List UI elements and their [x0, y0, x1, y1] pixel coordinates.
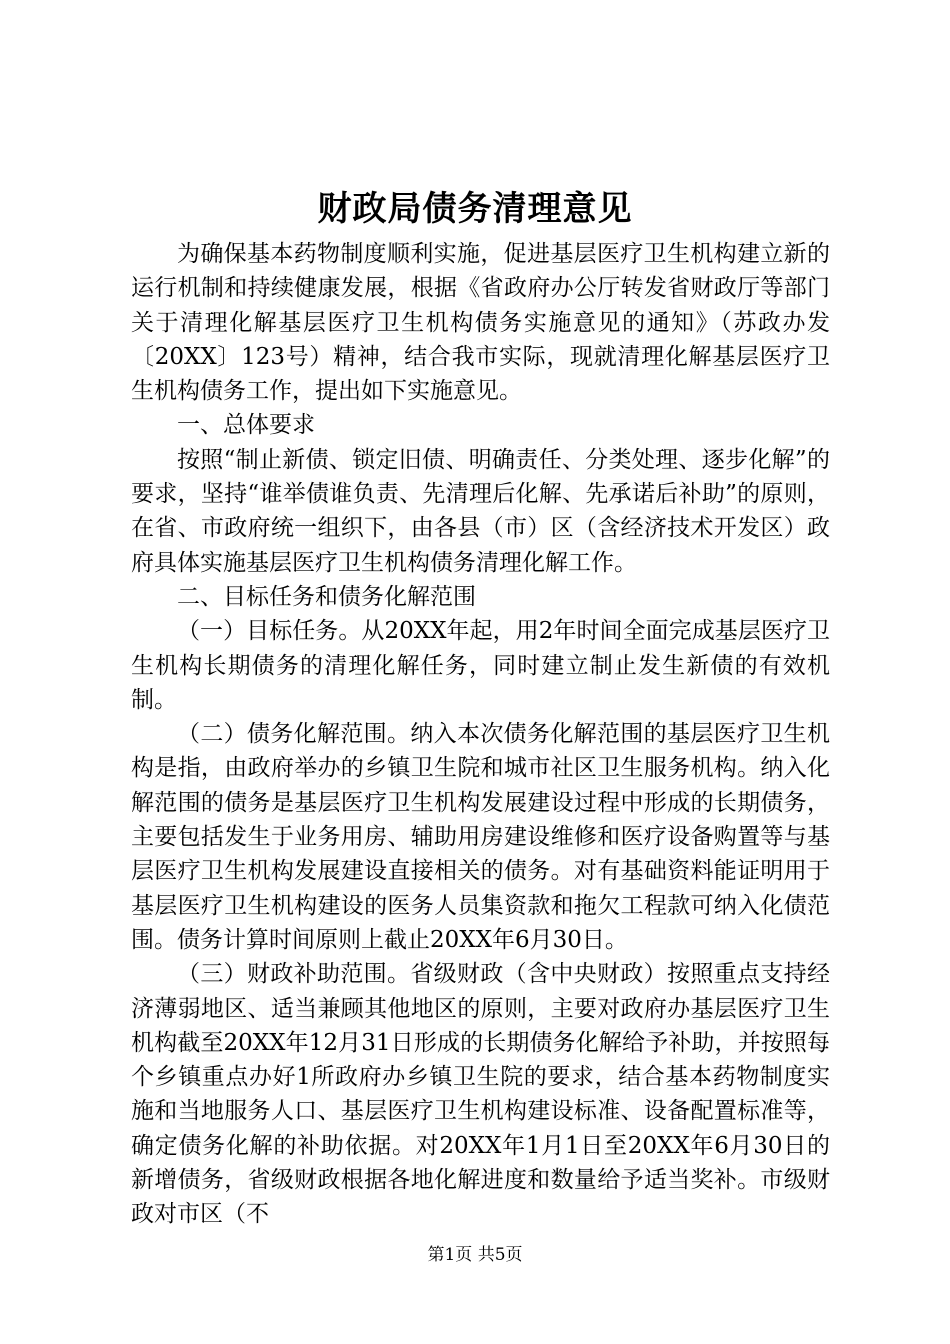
general-requirements-paragraph: 按照“制止新债、锁定旧债、明确责任、分类处理、逐步化解”的要求，坚持“谁举债谁负责、先清理后化解、先承诺后补助”的原则，在省、市政府统一组织下，由各县（市）区（含经济技术开发区）政府具体实施基层医疗卫生机构债务清理化解工作。: [131, 446, 830, 576]
section-heading-general: 一、总体要求: [177, 412, 315, 439]
section-heading-targets: 二、目标任务和债务化解范围: [177, 583, 476, 610]
document-title: 财政局债务清理意见: [317, 189, 633, 229]
intro-paragraph: 为确保基本药物制度顺利实施，促进基层医疗卫生机构建立新的运行机制和持续健康发展，根据《省政府办公厅转发省财政厅等部门关于清理化解基层医疗卫生机构债务实施意见的通知》（苏政办发〔20XX〕123号）精神，结合我市实际，现就清理化解基层医疗卫生机构债务工作，提出如下实施意见。: [131, 241, 830, 405]
document-body: [131, 237, 830, 1232]
targets-paragraph: （一）目标任务。从20XX年起，用2年时间全面完成基层医疗卫生机构长期债务的清理化解任务，同时建立制止发生新债的有效机制。: [131, 618, 830, 713]
page-footer: 第1页 共5页: [427, 1245, 523, 1265]
scope-paragraph: （二）债务化解范围。纳入本次债务化解范围的基层医疗卫生机构是指，由政府举办的乡镇卫生院和城市社区卫生服务机构。纳入化解范围的债务是基层医疗卫生机构发展建设过程中形成的长期债务，主要包括发生于业务用房、辅助用房建设维修和医疗设备购置等与基层医疗卫生机构发展建设直接相关的债务。对有基础资料能证明用于基层医疗卫生机构建设的医务人员集资款和拖欠工程款可纳入化债范围。债务计算时间原则上截止20XX年6月30日。: [131, 721, 830, 953]
subsidy-paragraph: （三）财政补助范围。省级财政（含中央财政）按照重点支持经济薄弱地区、适当兼顾其他地区的原则，主要对政府办基层医疗卫生机构截至20XX年12月31日形成的长期债务化解给予补助，并按照每个乡镇重点办好1所政府办乡镇卫生院的要求，结合基本药物制度实施和当地服务人口、基层医疗卫生机构建设标准、设备配置标准等，确定债务化解的补助依据。对20XX年1月1日至20XX年6月30日的新增债务，省级财政根据各地化解进度和数量给予适当奖补。市级财政对市区（不: [131, 961, 830, 1228]
